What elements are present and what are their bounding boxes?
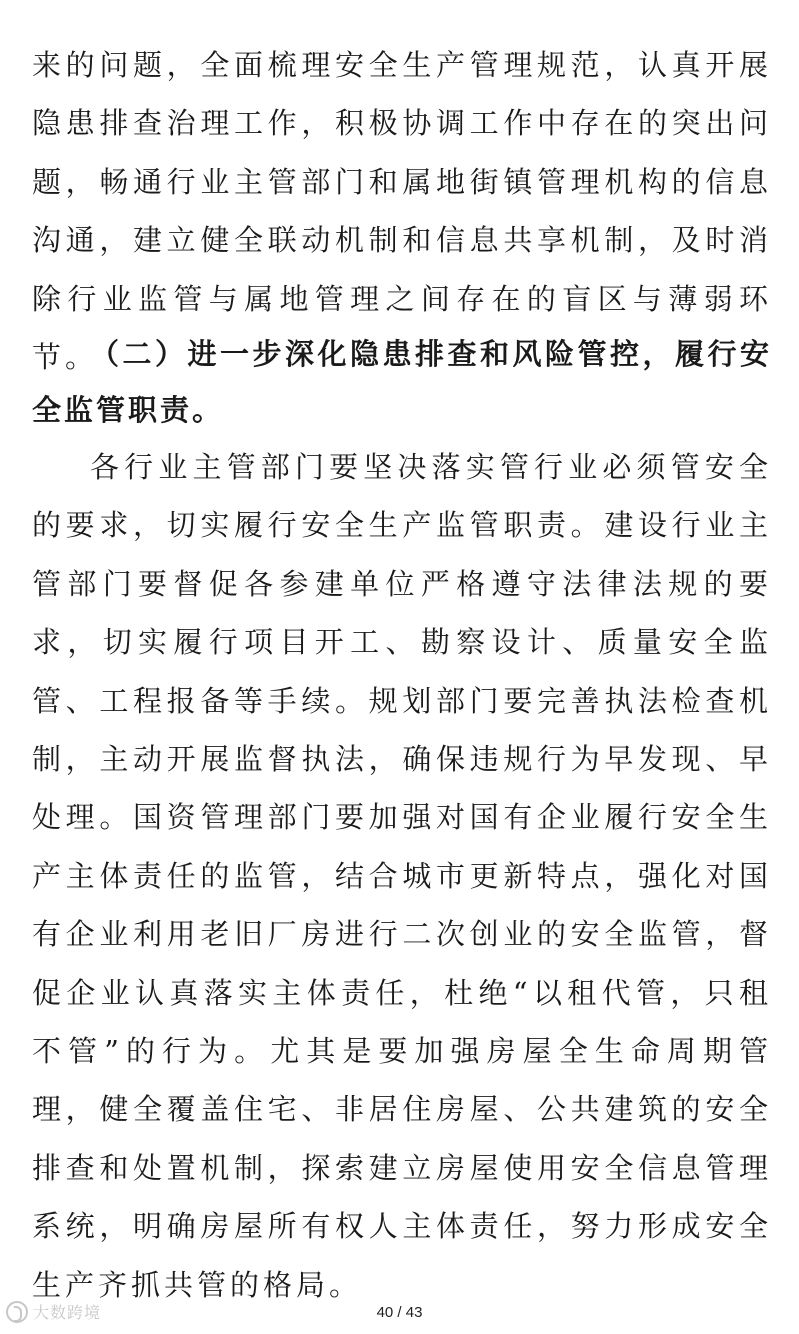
section-heading: （二）进一步深化隐患排查和风险管控，履行安全监管职责。 xyxy=(32,337,772,427)
body-paragraph-continued: 来的问题，全面梳理安全生产管理规范，认真开展隐患排查治理工作，积极协调工作中存在的突出问题，畅通行业主管部门和属地街镇管理机构的信息沟通，建立健全联动机制和信息共享机制，及时消除行业监管与属地管理之间存在的盲区与薄弱环节。 xyxy=(32,48,772,375)
watermark-text: 大数跨境 xyxy=(33,1303,102,1322)
brand-logo-icon xyxy=(6,1301,28,1323)
body-paragraph: 各行业主管部门要坚决落实管行业必须管安全的要求，切实履行安全生产监管职责。建设行业主管部门要督促各参建单位严格遵守法律法规的要求，切实履行项目开工、勘察设计、质量安全监管、工程报备等手续。规划部门要完善执法检查机制，主动开展监督执法，确保违规行为早发现、早处理。国资管理部门要加强对国有企业履行安全生产主体责任的监管，结合城市更新特点，强化对国有企业利用老旧厂房进行二次创业的安全监管，督促企业认真落实主体责任，杜绝“以租代管，只租不管”的行为。尤其是要加强房屋全生命周期管理，健全覆盖住宅、非居住房屋、公共建筑的安全排查和处置机制，探索建立房屋使用安全信息管理系统，明确房屋所有权人主体责任，努力形成安全生产齐抓共管的格局。 xyxy=(32,450,772,1302)
watermark xyxy=(6,1300,101,1323)
page-number: 40 / 43 xyxy=(376,1304,423,1321)
